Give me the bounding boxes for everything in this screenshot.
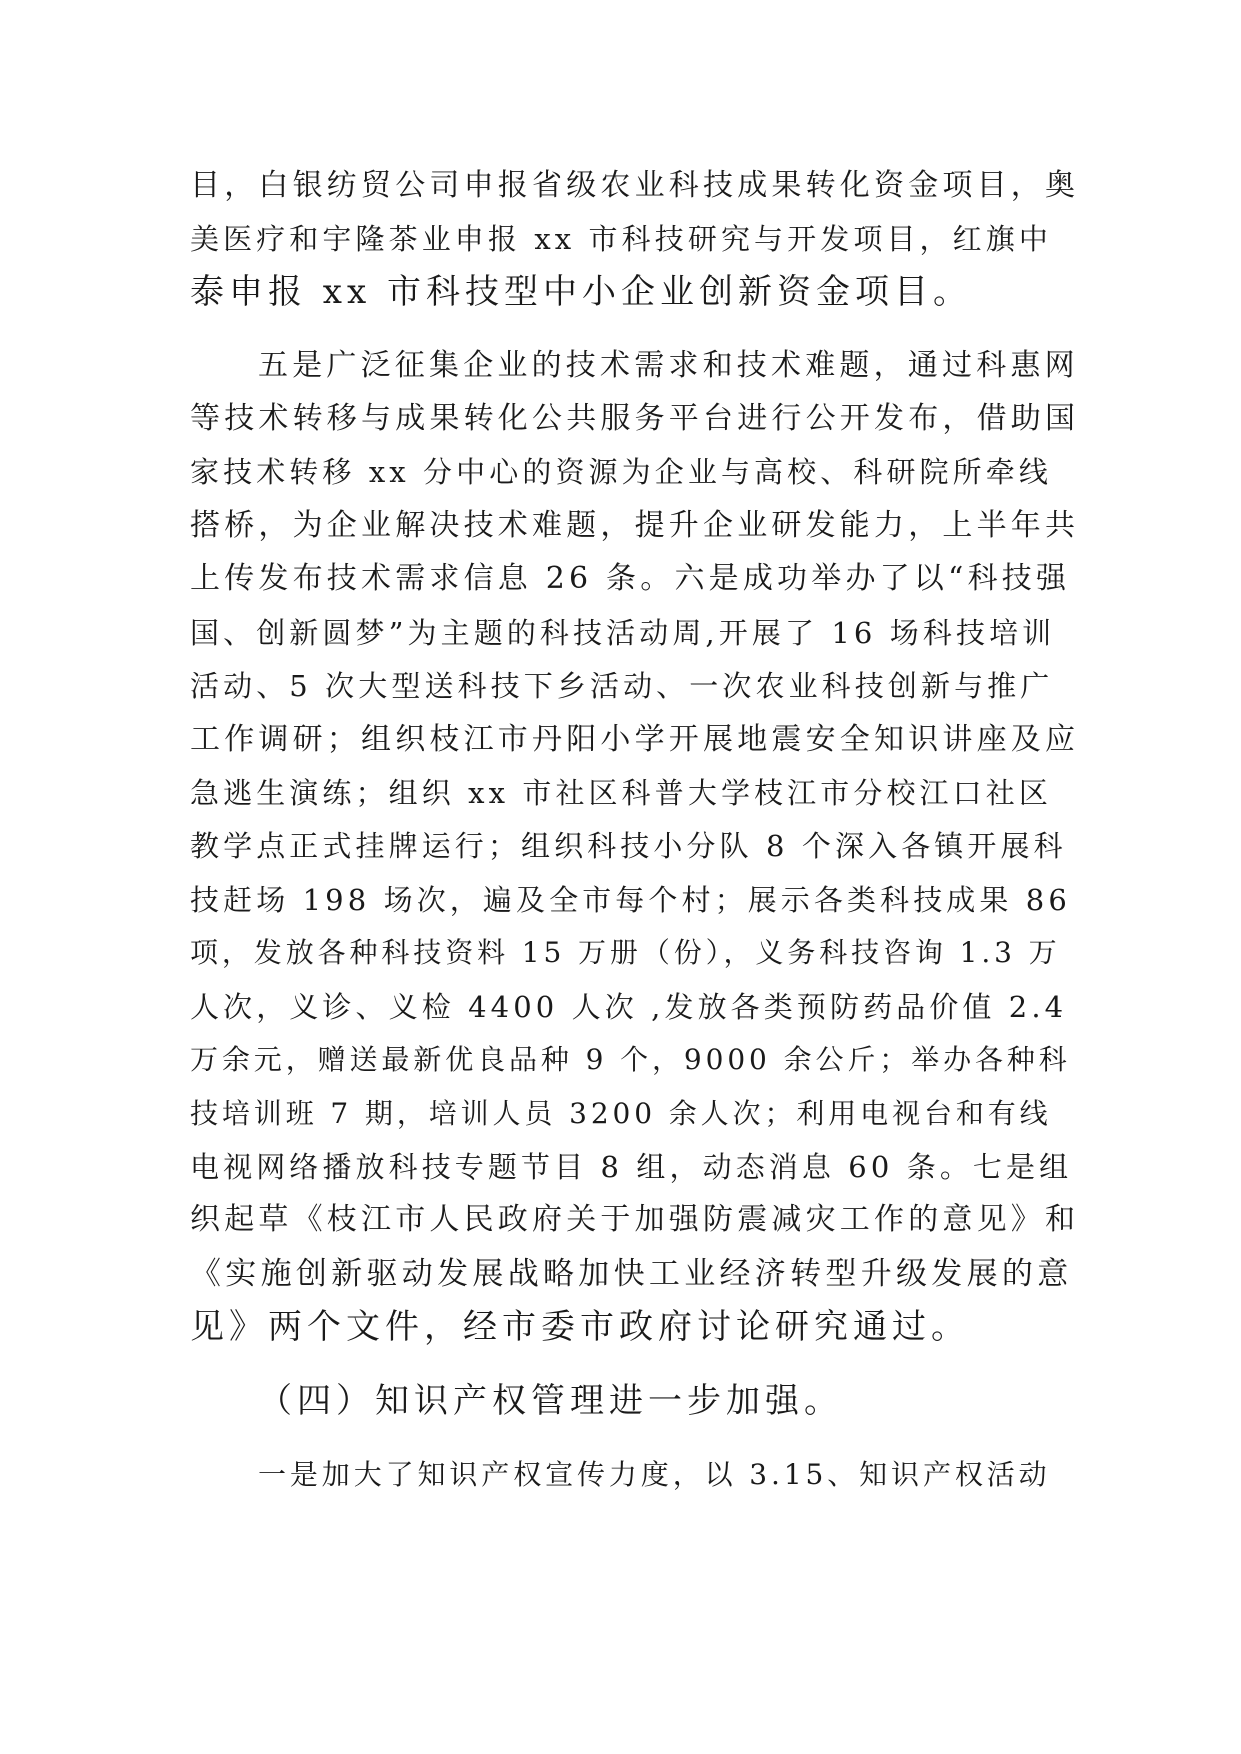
text-line: 急逃生演练；组织 xx 市社区科普大学枝江市分校江口社区 <box>190 776 1052 810</box>
text-line: 技培训班 7 期，培训人员 3200 余人次；利用电视台和有线 <box>190 1097 1052 1130</box>
text-line: 织起草《枝江市人民政府关于加强防震减灾工作的意见》和 <box>190 1202 1080 1237</box>
text-line: 工作调研；组织枝江市丹阳小学开展地震安全知识讲座及应 <box>190 722 1080 757</box>
text-line: 教学点正式挂牌运行；组织科技小分队 8 个深入各镇开展科 <box>190 829 1067 863</box>
section-heading: （四）知识产权管理进一步加强。 <box>258 1381 843 1421</box>
text-line: 等技术转移与成果转化公共服务平台进行公开发布，借助国 <box>190 401 1080 436</box>
text-line: 泰申报 xx 市科技型中小企业创新资金项目。 <box>190 272 972 312</box>
text-line: 美医疗和宇隆茶业申报 xx 市科技研究与开发项目，红旗中 <box>190 222 1052 256</box>
text-line: 电视网络播放科技专题节目 8 组，动态消息 60 条。七是组 <box>190 1150 1073 1184</box>
paragraph-start-line: 一是加大了知识产权宣传力度，以 3.15、知识产权活动 <box>258 1458 1051 1491</box>
text-line: 人次，义诊、义检 4400 人次 ,发放各类预防药品价值 2.4 <box>190 990 1068 1024</box>
text-line: 上传发布技术需求信息 26 条。六是成功举办了以“科技强 <box>190 561 1071 596</box>
text-line: 家技术转移 xx 分中心的资源为企业与高校、科研院所牵线 <box>190 455 1052 489</box>
text-line: 活动、5 次大型送科技下乡活动、一次农业科技创新与推广 <box>190 669 1054 703</box>
text-line: 技赶场 198 场次，遍及全市每个村；展示各类科技成果 86 <box>190 883 1071 917</box>
text-line: 《实施创新驱动发展战略加快工业经济转型升级发展的意 <box>190 1256 1073 1292</box>
text-line: 国、创新圆梦”为主题的科技活动周,开展了 16 场科技培训 <box>190 616 1056 650</box>
text-line: 目，白银纺贸公司申报省级农业科技成果转化资金项目，奥 <box>190 168 1080 203</box>
text-line: 见》两个文件，经市委市政府讨论研究通过。 <box>190 1307 970 1347</box>
paragraph-start-line: 五是广泛征集企业的技术需求和技术难题，通过科惠网 <box>258 348 1079 383</box>
text-line: 搭桥，为企业解决技术难题，提升企业研发能力，上半年共 <box>190 508 1080 543</box>
text-line: 项，发放各种科技资料 15 万册（份），义务科技咨询 1.3 万 <box>190 936 1061 969</box>
text-line: 万余元，赠送最新优良品种 9 个，9000 余公斤；举办各种科 <box>190 1043 1071 1076</box>
